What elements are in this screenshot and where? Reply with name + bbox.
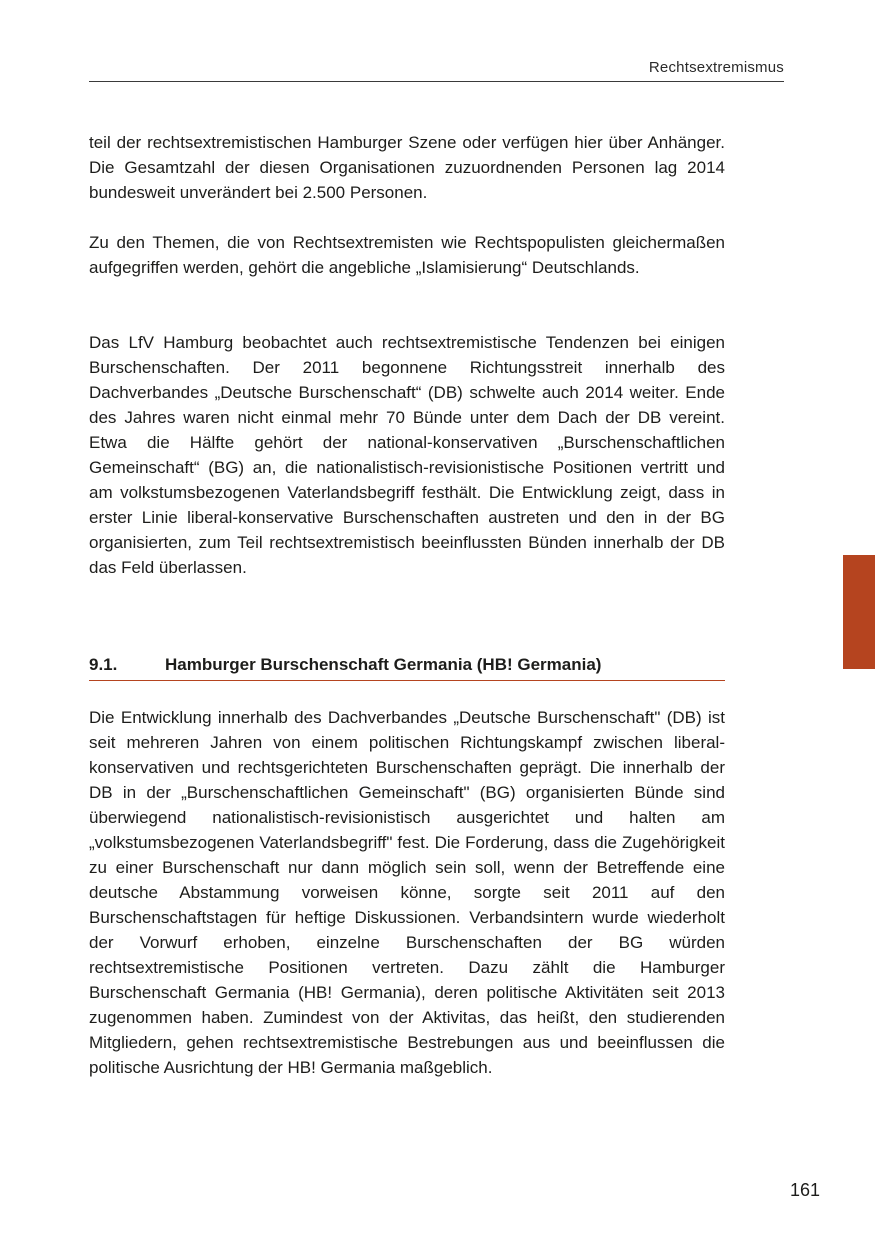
section-heading bbox=[89, 652, 725, 681]
chapter-thumb-tab bbox=[843, 555, 875, 669]
running-header-title: Rechtsextremismus bbox=[648, 59, 784, 76]
page-number: 161 bbox=[789, 1180, 820, 1200]
running-header bbox=[89, 59, 784, 82]
body-paragraph-3: Das LfV Hamburg beobachtet auch rechtsextremistische Tendenzen bei einigen Burschenschaften. Der 2011 begonnene Richtungsstreit innerhalb des Dachverbandes „Deutsche Burschenschaft“ (DB) schwelte auch 2014 weiter. Ende des Jahres waren nicht einmal mehr 70 Bünde unter dem Dach der DB vereint. Etwa die Hälfte gehört der national-konservativen „Burschenschaftlichen Gemeinschaft“ (BG) an, die nationalistisch-revisionistische Positionen vertritt und am volkstumsbezogenen Vaterlandsbegriff festhält. Die Entwicklung zeigt, dass in erster Linie liberal-konservative Burschenschaften austreten und den in der BG organisierten, zum Teil rechtsextremistisch beeinflussten Bünden innerhalb der DB das Feld überlassen. bbox=[89, 333, 725, 577]
section-number: 9.1. bbox=[89, 655, 118, 674]
section-paragraph: Die Entwicklung innerhalb des Dachverbandes „Deutsche Burschenschaft" (DB) ist seit mehreren Jahren von einem politischen Richtungskampf zwischen liberal-konservativen und rechtsgerichteten Burschenschaften geprägt. Die innerhalb der DB in der „Burschenschaftlichen Gemeinschaft" (BG) organisierten Bünde sind überwiegend nationalistisch-revisionistisch ausgerichtet und halten am „volkstumsbezogenen Vaterlandsbegriff" fest. Die Forderung, dass die Zugehörigkeit zu einer Burschenschaft nur dann möglich sein soll, wenn der Betreffende eine deutsche Abstammung vorweisen könne, sorgte seit 2011 auf den Burschenschaftstagen für heftige Diskussionen. Verbandsintern wurde wiederholt der Vorwurf erhoben, einzelne Burschenschaften der BG würden rechtsextremistische Positionen vertreten. Dazu zählt die Hamburger Burschenschaft Germania (HB! Germania), deren politische Aktivitäten seit 2013 zugenommen haben. Zumindest von der Aktivitas, das heißt, den studierenden Mitgliedern, gehen rechtsextremistische Bestrebungen aus und beeinflussen die politische Ausrichtung der HB! Germania maßgeblich. bbox=[89, 708, 725, 1077]
body-paragraph-1: teil der rechtsextremistischen Hamburger Szene oder verfügen hier über Anhänger. Die Gesamtzahl der diesen Organisationen zuzuordnenden Personen lag 2014 bundesweit unverändert bei 2.500 Personen. bbox=[89, 133, 725, 202]
body-paragraph-2: Zu den Themen, die von Rechtsextremisten wie Rechtspopulisten gleichermaßen aufgegriffen werden, gehört die angebliche „Islamisierung“ Deutschlands. bbox=[89, 233, 725, 277]
section-title: Hamburger Burschenschaft Germania (HB! Germania) bbox=[165, 655, 602, 674]
